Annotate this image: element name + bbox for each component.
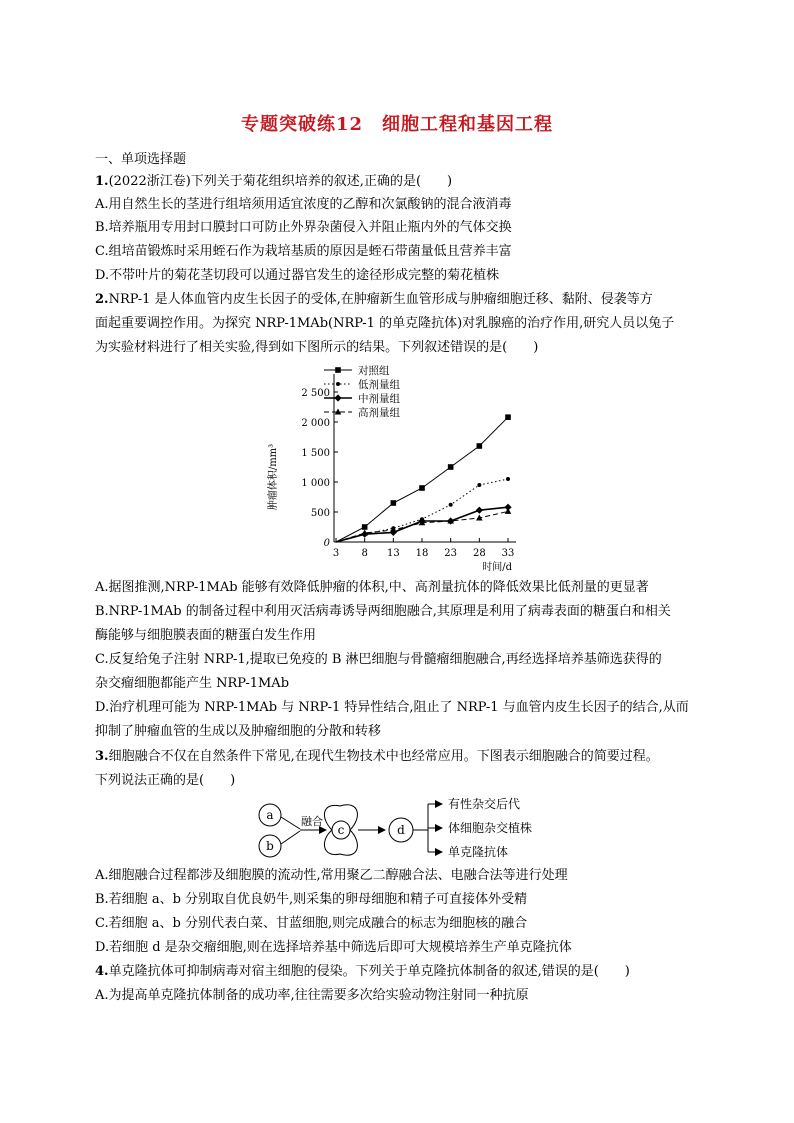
y-axis-label: 肿瘤体积/mm³ [268, 443, 279, 511]
cell-fusion-diagram [250, 796, 560, 860]
q3-option-d: D.若细胞 d 是杂交瘤细胞,则在选择培养基中筛选后即可大规模培养生产单克隆抗体 [95, 940, 572, 955]
data-point [448, 464, 454, 470]
legend-label: 高剂量组 [358, 407, 400, 419]
x-tick-label: 33 [501, 548, 515, 559]
legend-label: 对照组 [358, 365, 390, 377]
q1-option-c: C.组培苗锻炼时采用蛭石作为栽培基质的原因是蛭石带菌量低且营养丰富 [95, 244, 512, 259]
q3-stem-line2: 下列说法正确的是( ) [95, 773, 236, 788]
y-tick-label: 2 500 [301, 388, 330, 399]
outcome-monoclonal-antibody: 单克隆抗体 [448, 845, 509, 859]
q3-option-b: B.若细胞 a、b 分别取自优良奶牛,则采集的卵母细胞和精子可直接体外受精 [95, 892, 528, 907]
data-point [477, 443, 483, 449]
x-tick-label: 23 [444, 548, 458, 559]
data-point [506, 477, 510, 481]
q2-stem-text1: NRP-1 是人体血管内皮生长因子的受体,在肿瘤新生血管形成与肿瘤细胞迁移、黏附、侵袭等方 [108, 292, 653, 307]
y-tick-label: 1 500 [301, 448, 330, 459]
q3-stem-text1: 细胞融合不仅在自然条件下常见,在现代生物技术中也经常应用。下图表示细胞融合的简要过程。 [108, 749, 659, 764]
q4-option-a: A.为提高单克隆抗体制备的成功率,往往需要多次给实验动物注射同一种抗原 [95, 988, 529, 1003]
legend-label: 低剂量组 [358, 379, 400, 391]
legend-marker [336, 382, 340, 386]
q1-option-b: B.培养瓶用专用封口膜封口可防止外界杂菌侵入并阻止瓶内外的气体交换 [95, 220, 512, 235]
q3-number: 3. [95, 749, 109, 764]
q2-number: 2. [95, 292, 109, 307]
x-tick-label: 18 [415, 548, 429, 559]
cell-c-label: c [337, 823, 345, 837]
data-point [419, 485, 425, 491]
q3-stem-line1 [95, 749, 659, 765]
x-tick-label: 8 [361, 548, 368, 559]
x-tick-label: 3 [332, 548, 340, 559]
page-title: 专题突破练12 细胞工程和基因工程 [240, 114, 554, 135]
tumor-volume-chart [262, 360, 552, 575]
legend-marker [335, 367, 341, 373]
cell-b-label: b [266, 839, 274, 853]
data-point [362, 524, 368, 530]
data-point [476, 507, 483, 514]
q3-option-c: C.若细胞 a、b 分别代表白菜、甘蓝细胞,则完成融合的标志为细胞核的融合 [95, 916, 528, 931]
q2-stem-line1 [95, 292, 653, 308]
y-tick-label: 500 [310, 508, 330, 519]
q2-stem-line3: 为实验材料进行了相关实验,得到如下图所示的结果。下列叙述错误的是( ) [95, 340, 539, 355]
q2-option-b-line1: B.NRP-1MAb 的制备过程中利用灭活病毒诱导两细胞融合,其原理是利用了病毒表面的糖蛋白和相关 [95, 604, 671, 619]
legend-label: 中剂量组 [358, 393, 400, 405]
q1-stem [95, 174, 452, 190]
q1-option-d: D.不带叶片的菊花茎切段可以通过器官发生的途径形成完整的菊花植株 [95, 268, 500, 283]
data-point [477, 483, 481, 487]
q2-option-a: A.据图推测,NRP-1MAb 能够有效降低肿瘤的体积,中、高剂量抗体的降低效果比低剂量的更显著 [95, 580, 649, 595]
cell-a-label: a [266, 808, 274, 822]
x-axis-label: 时间/d [482, 562, 512, 573]
data-point [505, 414, 511, 420]
chart-plot [336, 414, 512, 542]
q1-option-a: A.用自然生长的茎进行组培须用适宜浓度的乙醇和次氯酸钠的混合液消毒 [95, 197, 512, 212]
x-tick-label: 28 [472, 548, 486, 559]
q1-stem-text: (2022浙江卷)下列关于菊花组织培养的叙述,正确的是( ) [108, 174, 453, 189]
series-line-4 [336, 511, 508, 542]
y-tick-label: 1 000 [301, 478, 330, 489]
x-tick-label: 13 [386, 548, 400, 559]
legend-marker [334, 394, 341, 401]
outcome-somatic-hybrid-plant: 体细胞杂交植株 [448, 821, 533, 835]
cell-d-label: d [397, 823, 405, 837]
q2-option-b-line2: 酶能够与细胞膜表面的糖蛋白发生作用 [95, 628, 317, 643]
data-point [391, 500, 397, 506]
q2-option-d-line1: D.治疗机理可能为 NRP-1MAb 与 NRP-1 特异性结合,阻止了 NRP-1 与血管内皮生长因子的结合,从而 [95, 700, 689, 715]
q2-option-c-line1: C.反复给兔子注射 NRP-1,提取已免疫的 B 淋巴细胞与骨髓瘤细胞融合,再经选择培养基筛选获得的 [95, 652, 662, 667]
y-tick-label: 0 [323, 538, 330, 549]
q2-option-c-line2: 杂交瘤细胞都能产生 NRP-1MAb [95, 676, 290, 691]
q2-stem-line2: 面起重要调控作用。为探究 NRP-1MAb(NRP-1 的单克隆抗体)对乳腺癌的治疗作用,研究人员以兔子 [95, 316, 675, 331]
q4-number: 4. [95, 964, 109, 979]
y-tick-label: 2 000 [301, 418, 330, 429]
q1-number: 1. [95, 174, 109, 189]
q2-option-d-line2: 抑制了肿瘤血管的生成以及肿瘤细胞的分散和转移 [95, 724, 382, 739]
q3-option-a: A.细胞融合过程都涉及细胞膜的流动性,常用聚乙二醇融合法、电融合法等进行处理 [95, 868, 568, 883]
fusion-label: 融合 [301, 815, 323, 828]
q4-stem [95, 964, 630, 980]
q4-stem-text: 单克隆抗体可抑制病毒对宿主细胞的侵染。下列关于单克隆抗体制备的叙述,错误的是( ) [108, 964, 630, 979]
data-point [505, 508, 512, 514]
outcome-sexual-hybrid: 有性杂交后代 [448, 797, 521, 811]
section-heading: 一、单项选择题 [95, 152, 187, 167]
data-point [449, 503, 453, 507]
